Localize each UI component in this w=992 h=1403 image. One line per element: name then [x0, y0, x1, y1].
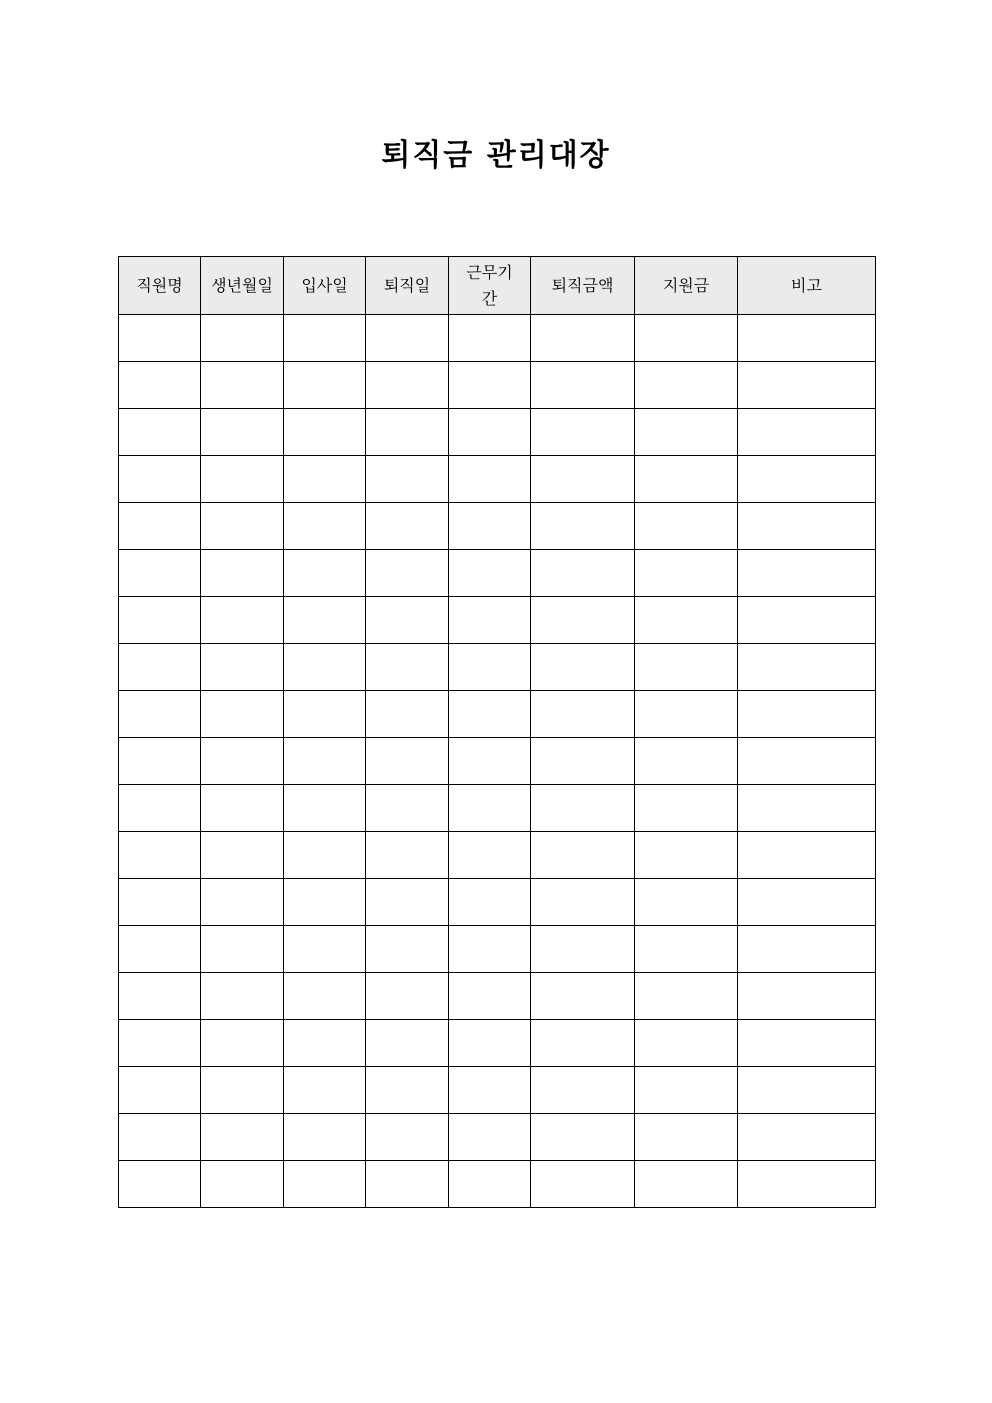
cell-hire-date[interactable]: [284, 738, 366, 785]
cell-subsidy[interactable]: [635, 785, 738, 832]
cell-remarks[interactable]: [738, 456, 876, 503]
cell-employee-name[interactable]: [119, 879, 201, 926]
cell-employee-name[interactable]: [119, 973, 201, 1020]
cell-severance-amount[interactable]: [531, 785, 635, 832]
cell-subsidy[interactable]: [635, 315, 738, 362]
cell-retirement-date[interactable]: [366, 315, 449, 362]
table-row: [119, 1020, 876, 1067]
cell-severance-amount[interactable]: [531, 926, 635, 973]
cell-retirement-date[interactable]: [366, 456, 449, 503]
cell-remarks[interactable]: [738, 1020, 876, 1067]
cell-hire-date[interactable]: [284, 691, 366, 738]
cell-retirement-date[interactable]: [366, 597, 449, 644]
cell-hire-date[interactable]: [284, 1114, 366, 1161]
severance-ledger-table: [118, 256, 876, 1208]
cell-employee-name[interactable]: [119, 644, 201, 691]
cell-retirement-date[interactable]: [366, 1020, 449, 1067]
cell-birth-date[interactable]: [201, 644, 284, 691]
cell-service-period[interactable]: [449, 1114, 531, 1161]
cell-hire-date[interactable]: [284, 926, 366, 973]
cell-severance-amount[interactable]: [531, 691, 635, 738]
header-retirement-date: 퇴직일: [366, 257, 449, 315]
cell-severance-amount[interactable]: [531, 1114, 635, 1161]
table-row: [119, 1067, 876, 1114]
cell-employee-name[interactable]: [119, 738, 201, 785]
cell-subsidy[interactable]: [635, 456, 738, 503]
table-row: [119, 315, 876, 362]
cell-retirement-date[interactable]: [366, 832, 449, 879]
cell-retirement-date[interactable]: [366, 550, 449, 597]
cell-remarks[interactable]: [738, 973, 876, 1020]
cell-remarks[interactable]: [738, 785, 876, 832]
cell-birth-date[interactable]: [201, 1067, 284, 1114]
table-row: [119, 409, 876, 456]
cell-severance-amount[interactable]: [531, 315, 635, 362]
cell-severance-amount[interactable]: [531, 409, 635, 456]
cell-subsidy[interactable]: [635, 1067, 738, 1114]
cell-subsidy[interactable]: [635, 362, 738, 409]
table-row: [119, 738, 876, 785]
cell-subsidy[interactable]: [635, 644, 738, 691]
cell-service-period[interactable]: [449, 409, 531, 456]
cell-retirement-date[interactable]: [366, 1067, 449, 1114]
cell-employee-name[interactable]: [119, 1020, 201, 1067]
cell-hire-date[interactable]: [284, 973, 366, 1020]
cell-service-period[interactable]: [449, 691, 531, 738]
cell-employee-name[interactable]: [119, 1067, 201, 1114]
cell-service-period[interactable]: [449, 785, 531, 832]
cell-remarks[interactable]: [738, 315, 876, 362]
cell-retirement-date[interactable]: [366, 691, 449, 738]
cell-hire-date[interactable]: [284, 785, 366, 832]
cell-retirement-date[interactable]: [366, 644, 449, 691]
cell-employee-name[interactable]: [119, 550, 201, 597]
cell-hire-date[interactable]: [284, 1020, 366, 1067]
cell-remarks[interactable]: [738, 644, 876, 691]
cell-birth-date[interactable]: [201, 456, 284, 503]
cell-employee-name[interactable]: [119, 409, 201, 456]
cell-severance-amount[interactable]: [531, 644, 635, 691]
cell-hire-date[interactable]: [284, 1067, 366, 1114]
cell-birth-date[interactable]: [201, 409, 284, 456]
cell-severance-amount[interactable]: [531, 1067, 635, 1114]
cell-hire-date[interactable]: [284, 1161, 366, 1208]
header-severance-amount: 퇴직금액: [531, 257, 635, 315]
cell-service-period[interactable]: [449, 550, 531, 597]
cell-employee-name[interactable]: [119, 456, 201, 503]
cell-service-period[interactable]: [449, 973, 531, 1020]
cell-employee-name[interactable]: [119, 597, 201, 644]
cell-hire-date[interactable]: [284, 832, 366, 879]
table-row: [119, 1161, 876, 1208]
cell-severance-amount[interactable]: [531, 362, 635, 409]
cell-service-period[interactable]: [449, 738, 531, 785]
cell-severance-amount[interactable]: [531, 503, 635, 550]
header-subsidy: 지원금: [635, 257, 738, 315]
cell-subsidy[interactable]: [635, 1161, 738, 1208]
cell-subsidy[interactable]: [635, 550, 738, 597]
cell-retirement-date[interactable]: [366, 503, 449, 550]
cell-birth-date[interactable]: [201, 973, 284, 1020]
table-row: [119, 456, 876, 503]
cell-remarks[interactable]: [738, 550, 876, 597]
table-row: [119, 691, 876, 738]
header-service-period: 근무기간: [449, 257, 531, 315]
table-row: [119, 597, 876, 644]
cell-severance-amount[interactable]: [531, 879, 635, 926]
cell-severance-amount[interactable]: [531, 973, 635, 1020]
cell-service-period[interactable]: [449, 1020, 531, 1067]
header-row: [119, 257, 876, 315]
cell-birth-date[interactable]: [201, 926, 284, 973]
cell-employee-name[interactable]: [119, 785, 201, 832]
cell-birth-date[interactable]: [201, 503, 284, 550]
cell-subsidy[interactable]: [635, 597, 738, 644]
cell-service-period[interactable]: [449, 362, 531, 409]
cell-retirement-date[interactable]: [366, 362, 449, 409]
cell-subsidy[interactable]: [635, 973, 738, 1020]
cell-remarks[interactable]: [738, 1114, 876, 1161]
cell-severance-amount[interactable]: [531, 738, 635, 785]
table-row: [119, 503, 876, 550]
cell-birth-date[interactable]: [201, 550, 284, 597]
cell-hire-date[interactable]: [284, 879, 366, 926]
header-remarks: 비고: [738, 257, 876, 315]
cell-service-period[interactable]: [449, 597, 531, 644]
cell-service-period[interactable]: [449, 503, 531, 550]
cell-employee-name[interactable]: [119, 362, 201, 409]
cell-subsidy[interactable]: [635, 1020, 738, 1067]
table-row: [119, 550, 876, 597]
cell-remarks[interactable]: [738, 691, 876, 738]
table-row: [119, 926, 876, 973]
cell-service-period[interactable]: [449, 926, 531, 973]
table-row: [119, 879, 876, 926]
cell-retirement-date[interactable]: [366, 1114, 449, 1161]
cell-subsidy[interactable]: [635, 503, 738, 550]
cell-hire-date[interactable]: [284, 362, 366, 409]
cell-service-period[interactable]: [449, 1067, 531, 1114]
table-row: [119, 362, 876, 409]
cell-retirement-date[interactable]: [366, 1161, 449, 1208]
cell-birth-date[interactable]: [201, 879, 284, 926]
cell-severance-amount[interactable]: [531, 832, 635, 879]
cell-hire-date[interactable]: [284, 503, 366, 550]
table-row: [119, 832, 876, 879]
cell-retirement-date[interactable]: [366, 738, 449, 785]
cell-remarks[interactable]: [738, 503, 876, 550]
header-employee-name: 직원명: [119, 257, 201, 315]
cell-service-period[interactable]: [449, 315, 531, 362]
cell-remarks[interactable]: [738, 409, 876, 456]
cell-retirement-date[interactable]: [366, 409, 449, 456]
table-row: [119, 644, 876, 691]
cell-hire-date[interactable]: [284, 550, 366, 597]
cell-hire-date[interactable]: [284, 409, 366, 456]
header-hire-date: 입사일: [284, 257, 366, 315]
cell-subsidy[interactable]: [635, 1114, 738, 1161]
cell-remarks[interactable]: [738, 832, 876, 879]
cell-retirement-date[interactable]: [366, 973, 449, 1020]
cell-employee-name[interactable]: [119, 503, 201, 550]
cell-service-period[interactable]: [449, 456, 531, 503]
cell-birth-date[interactable]: [201, 362, 284, 409]
cell-retirement-date[interactable]: [366, 879, 449, 926]
cell-birth-date[interactable]: [201, 738, 284, 785]
cell-severance-amount[interactable]: [531, 1161, 635, 1208]
cell-employee-name[interactable]: [119, 926, 201, 973]
cell-birth-date[interactable]: [201, 785, 284, 832]
cell-birth-date[interactable]: [201, 1161, 284, 1208]
cell-subsidy[interactable]: [635, 879, 738, 926]
cell-remarks[interactable]: [738, 738, 876, 785]
cell-employee-name[interactable]: [119, 315, 201, 362]
table-row: [119, 973, 876, 1020]
cell-service-period[interactable]: [449, 1161, 531, 1208]
cell-service-period[interactable]: [449, 879, 531, 926]
cell-birth-date[interactable]: [201, 691, 284, 738]
cell-retirement-date[interactable]: [366, 785, 449, 832]
table-row: [119, 1114, 876, 1161]
cell-remarks[interactable]: [738, 879, 876, 926]
cell-severance-amount[interactable]: [531, 1020, 635, 1067]
cell-hire-date[interactable]: [284, 315, 366, 362]
table-row: [119, 785, 876, 832]
cell-employee-name[interactable]: [119, 1114, 201, 1161]
cell-remarks[interactable]: [738, 1067, 876, 1114]
cell-subsidy[interactable]: [635, 832, 738, 879]
cell-birth-date[interactable]: [201, 1114, 284, 1161]
cell-remarks[interactable]: [738, 362, 876, 409]
cell-birth-date[interactable]: [201, 1020, 284, 1067]
cell-severance-amount[interactable]: [531, 456, 635, 503]
header-birth-date: 생년월일: [201, 257, 284, 315]
document-title: 퇴직금 관리대장: [381, 138, 611, 173]
cell-hire-date[interactable]: [284, 597, 366, 644]
cell-birth-date[interactable]: [201, 832, 284, 879]
cell-birth-date[interactable]: [201, 597, 284, 644]
cell-remarks[interactable]: [738, 926, 876, 973]
ledger-body: [119, 315, 876, 1208]
cell-service-period[interactable]: [449, 644, 531, 691]
cell-severance-amount[interactable]: [531, 597, 635, 644]
cell-employee-name[interactable]: [119, 691, 201, 738]
cell-subsidy[interactable]: [635, 409, 738, 456]
cell-subsidy[interactable]: [635, 738, 738, 785]
cell-retirement-date[interactable]: [366, 926, 449, 973]
cell-severance-amount[interactable]: [531, 550, 635, 597]
cell-remarks[interactable]: [738, 1161, 876, 1208]
cell-service-period[interactable]: [449, 832, 531, 879]
cell-subsidy[interactable]: [635, 691, 738, 738]
cell-hire-date[interactable]: [284, 456, 366, 503]
cell-remarks[interactable]: [738, 597, 876, 644]
cell-employee-name[interactable]: [119, 1161, 201, 1208]
cell-subsidy[interactable]: [635, 926, 738, 973]
cell-employee-name[interactable]: [119, 832, 201, 879]
cell-hire-date[interactable]: [284, 644, 366, 691]
cell-birth-date[interactable]: [201, 315, 284, 362]
